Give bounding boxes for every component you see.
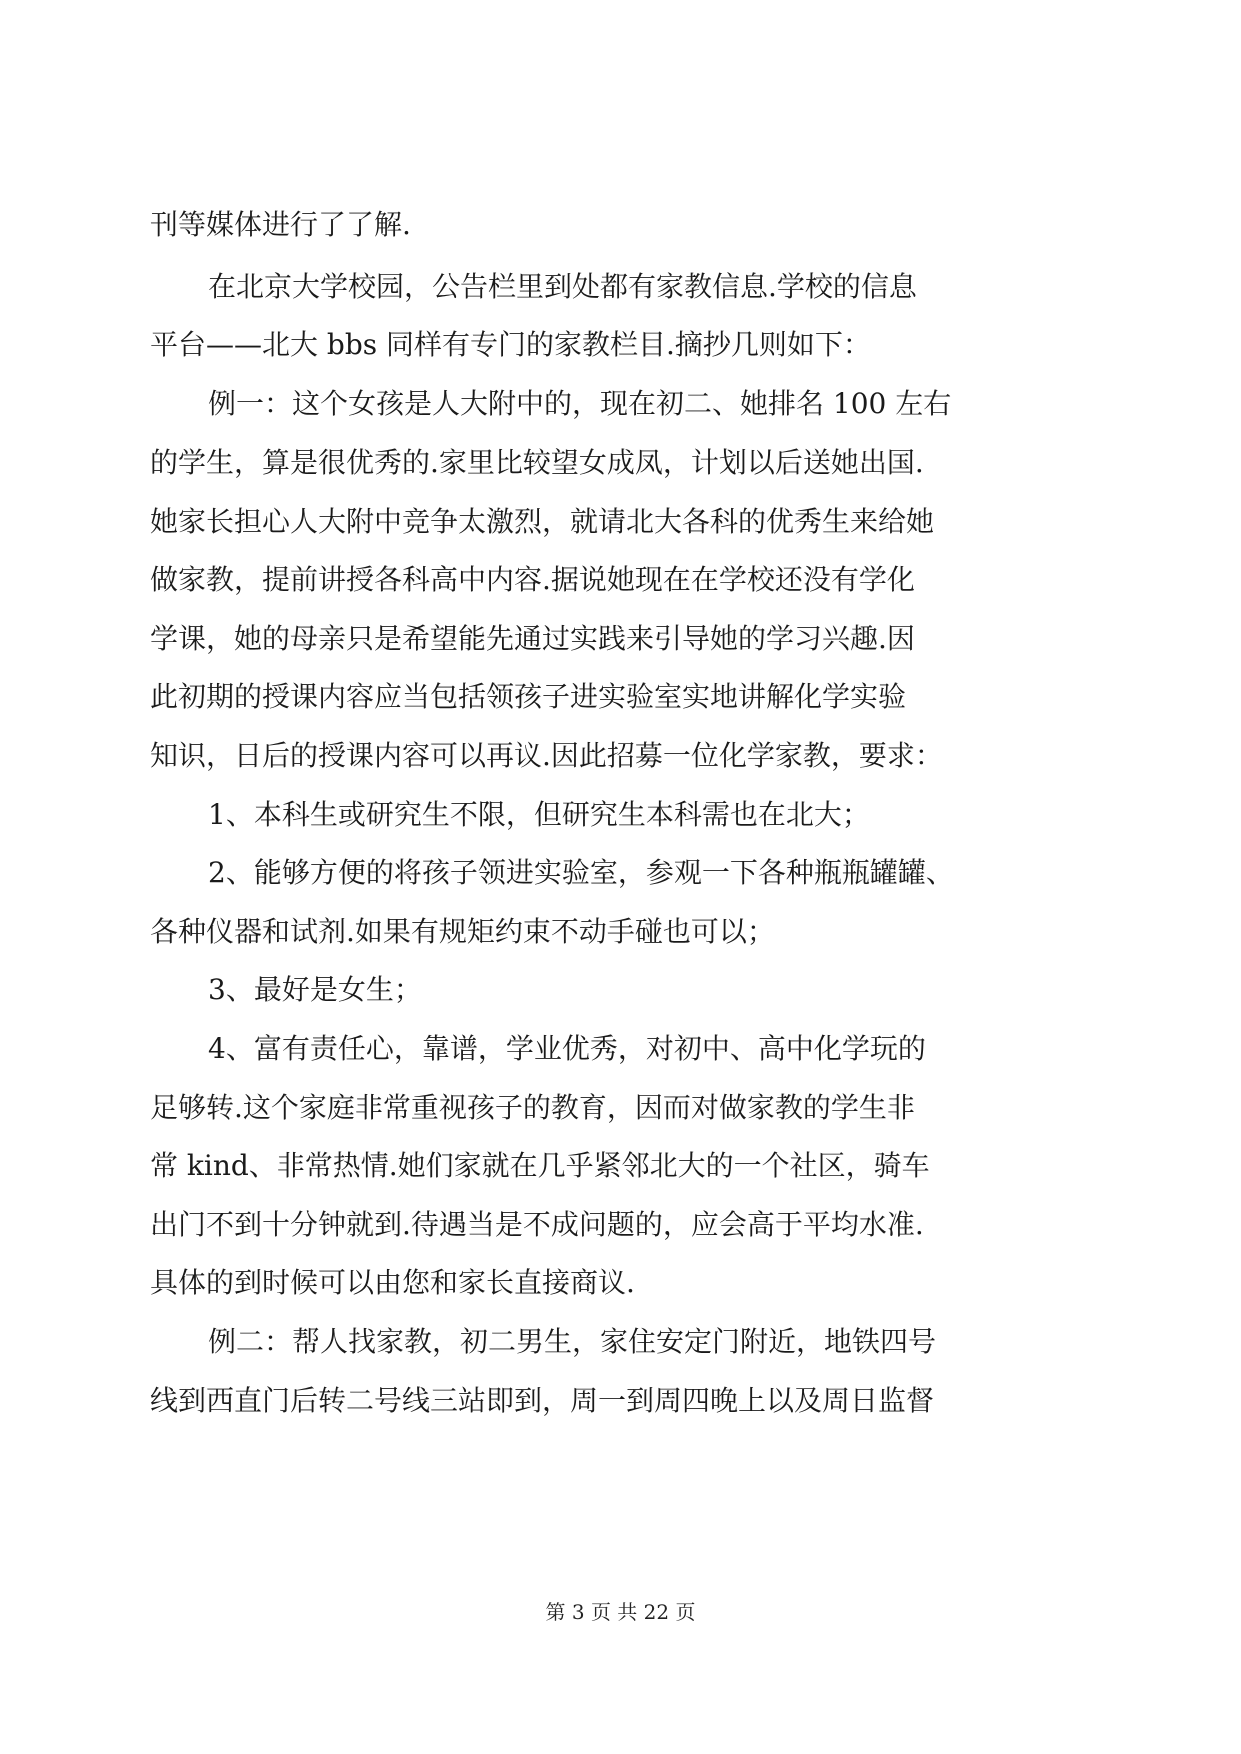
text-line: 2、能够方便的将孩子领进实验室，参观一下各种瓶瓶罐罐、 bbox=[208, 856, 954, 889]
text-line: 例二：帮人找家教，初二男生，家住安定门附近，地铁四号 bbox=[208, 1325, 937, 1358]
text-line: 例一：这个女孩是人大附中的，现在初二、她排名 100 左右 bbox=[208, 387, 952, 420]
text-line: 1、本科生或研究生不限，但研究生本科需也在北大； bbox=[208, 798, 870, 831]
text-line: 此初期的授课内容应当包括领孩子进实验室实地讲解化学实验 bbox=[150, 680, 907, 713]
text-line: 学课，她的母亲只是希望能先通过实践来引导她的学习兴趣.因 bbox=[150, 622, 915, 655]
text-line: 4、富有责任心，靠谱，学业优秀，对初中、高中化学玩的 bbox=[208, 1032, 926, 1065]
text-line: 常 kind、非常热情.她们家就在几乎紧邻北大的一个社区，骑车 bbox=[150, 1149, 930, 1182]
text-line: 具体的到时候可以由您和家长直接商议. bbox=[150, 1266, 635, 1299]
text-line: 知识，日后的授课内容可以再议.因此招募一位化学家教，要求： bbox=[150, 739, 943, 772]
text-line: 出门不到十分钟就到.待遇当是不成问题的，应会高于平均水准. bbox=[150, 1208, 924, 1241]
text-line: 平台——北大 bbs 同样有专门的家教栏目.摘抄几则如下： bbox=[150, 328, 871, 361]
text-line: 的学生，算是很优秀的.家里比较望女成凤，计划以后送她出国. bbox=[150, 446, 924, 479]
text-line: 她家长担心人大附中竞争太激烈，就请北大各科的优秀生来给她 bbox=[150, 505, 935, 538]
text-line: 做家教，提前讲授各科高中内容.据说她现在在学校还没有学化 bbox=[150, 563, 915, 596]
text-line: 3、最好是女生； bbox=[208, 973, 422, 1006]
text-line: 足够转.这个家庭非常重视孩子的教育，因而对做家教的学生非 bbox=[150, 1091, 915, 1124]
text-line: 线到西直门后转二号线三站即到，周一到周四晚上以及周日监督 bbox=[150, 1384, 935, 1417]
page-number-footer: 第 3 页 共 22 页 bbox=[545, 1600, 696, 1624]
text-line: 刊等媒体进行了了解. bbox=[150, 208, 411, 241]
text-line: 各种仪器和试剂.如果有规矩约束不动手碰也可以； bbox=[150, 915, 775, 948]
text-line: 在北京大学校园，公告栏里到处都有家教信息.学校的信息 bbox=[208, 270, 917, 303]
